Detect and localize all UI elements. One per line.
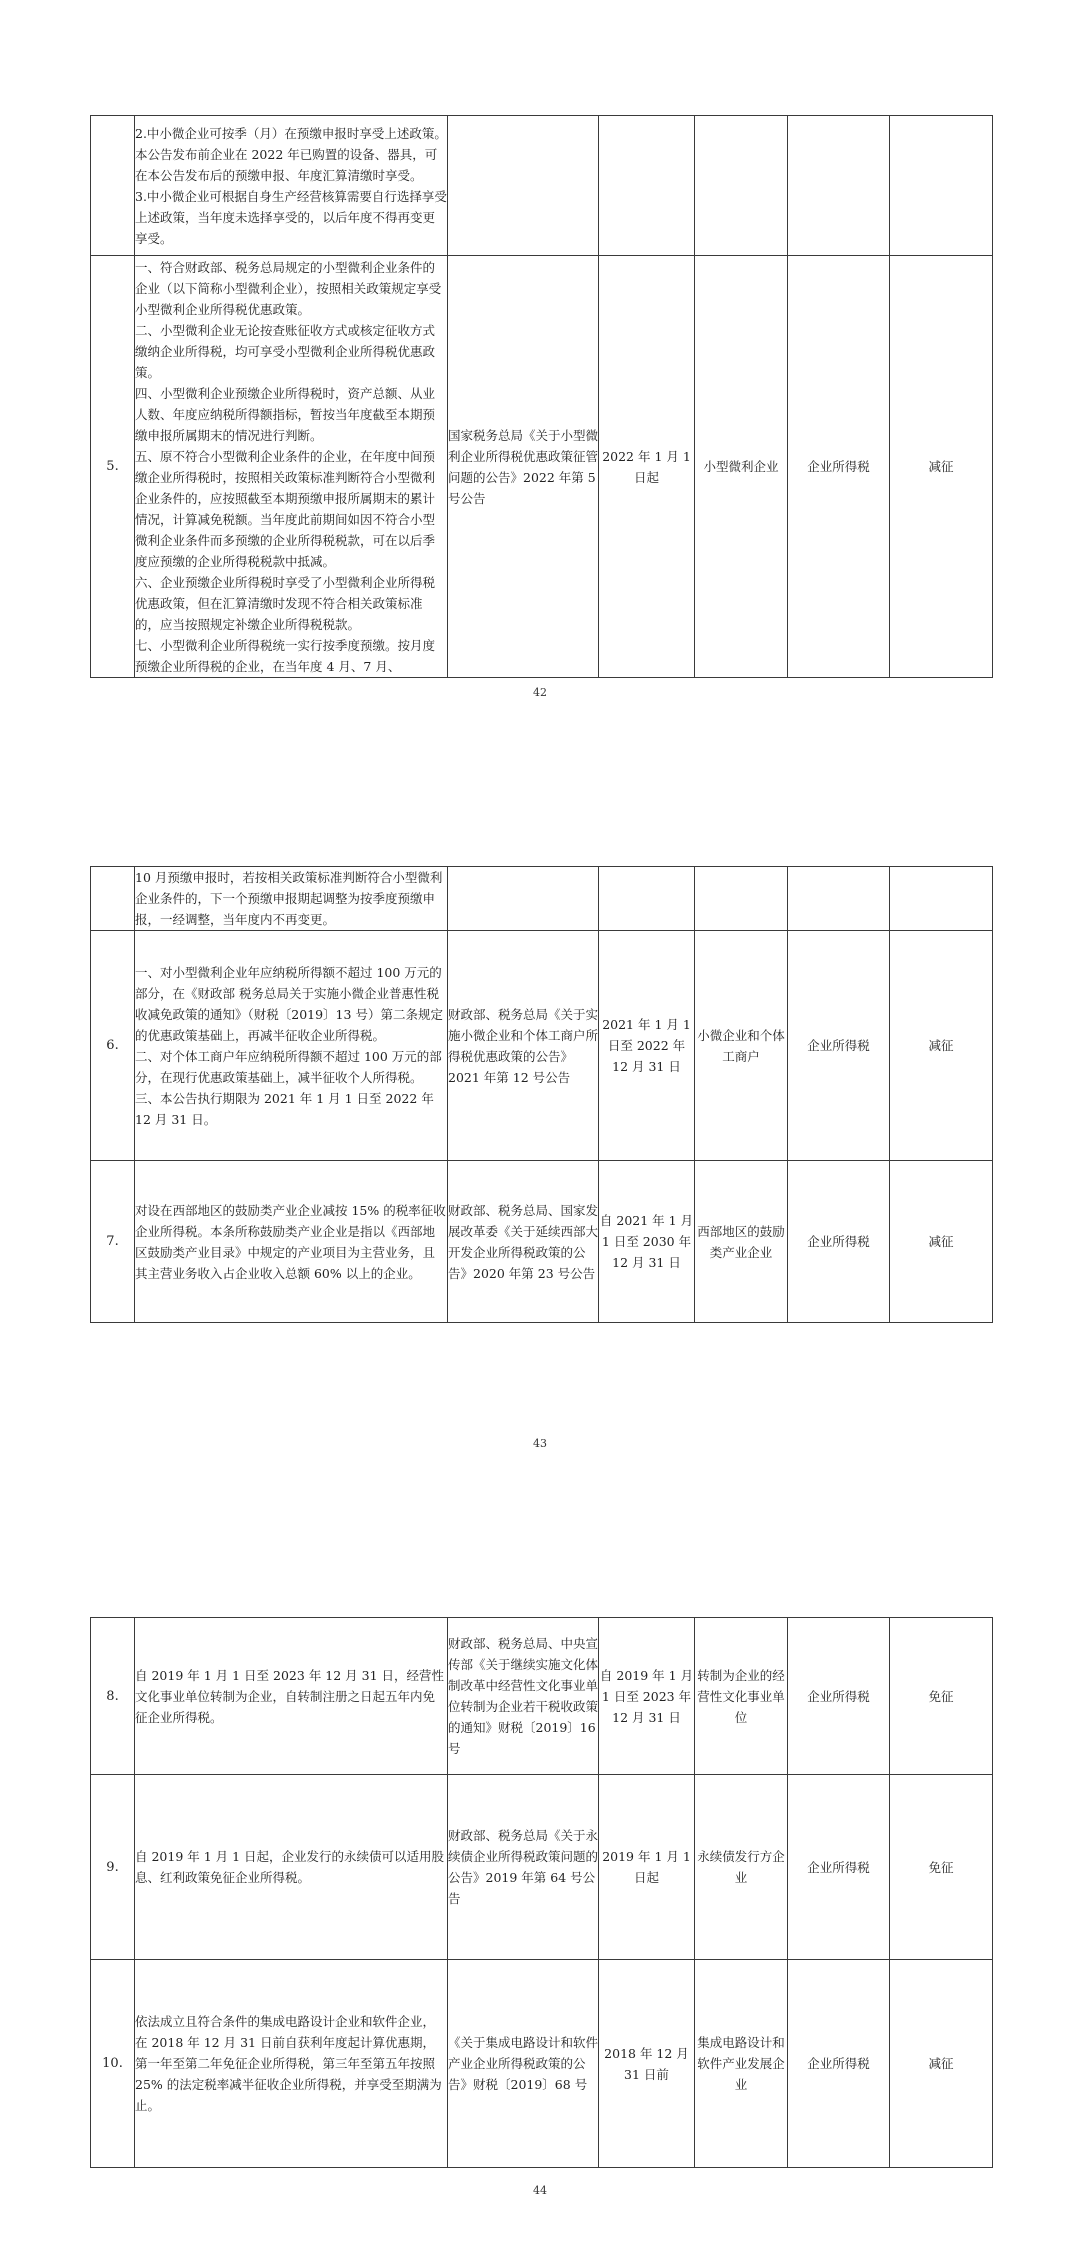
effective-period: 2021 年 1 月 1 日至 2022 年 12 月 31 日 <box>599 931 695 1161</box>
table-row <box>91 867 993 931</box>
eligible-target: 永续债发行方企业 <box>695 1775 788 1960</box>
content-paragraph: 六、企业预缴企业所得税时享受了小型微利企业所得税优惠政策，但在汇算清缴时发现不符合相关政策标准的，应当按照规定补缴企业所得税税款。 <box>135 574 436 632</box>
content-paragraph: 2.中小微企业可按季（月）在预缴申报时享受上述政策。本公告发布前企业在 2022 年已购置的设备、器具，可在本公告发布后的预缴申报、年度汇算清缴时享受。 <box>135 125 447 183</box>
table-row <box>91 1618 993 1775</box>
eligible-target: 西部地区的鼓励类产业企业 <box>695 1161 788 1323</box>
policy-content <box>135 1960 448 2168</box>
table-row <box>91 931 993 1161</box>
tax-policy-table <box>90 866 993 1323</box>
row-number: 9. <box>91 1775 135 1960</box>
effective-period <box>599 116 695 256</box>
content-paragraph: 二、对个体工商户年应纳税所得额不超过 100 万元的部分，在现行优惠政策基础上，减半征收个人所得税。 <box>135 1048 442 1085</box>
tax-type: 企业所得税 <box>788 1161 890 1323</box>
table-row <box>91 116 993 256</box>
preference-method: 免征 <box>890 1775 993 1960</box>
table-row <box>91 1161 993 1323</box>
effective-period: 自 2019 年 1 月 1 日至 2023 年 12 月 31 日 <box>599 1618 695 1775</box>
content-paragraph: 10 月预缴申报时，若按相关政策标准判断符合小型微利企业条件的，下一个预缴申报期起调整为按季度预缴申报，一经调整，当年度内不再变更。 <box>135 870 443 927</box>
tax-type <box>788 116 890 256</box>
policy-content <box>135 256 448 678</box>
tax-type: 企业所得税 <box>788 1960 890 2168</box>
content-paragraph: 自 2019 年 1 月 1 日起，企业发行的永续债可以适用股息、红利政策免征企业所得税。 <box>135 1849 445 1885</box>
policy-basis: 《关于集成电路设计和软件产业企业所得税政策的公告》财税〔2019〕68 号 <box>448 1960 599 2168</box>
tax-policy-table <box>90 115 993 678</box>
policy-content <box>135 116 448 256</box>
eligible-target: 小微企业和个体工商户 <box>695 931 788 1161</box>
eligible-target <box>695 867 788 931</box>
policy-basis <box>448 116 599 256</box>
table-row <box>91 256 993 678</box>
effective-period: 2018 年 12 月 31 日前 <box>599 1960 695 2168</box>
content-paragraph: 自 2019 年 1 月 1 日至 2023 年 12 月 31 日，经营性文化事业单位转制为企业，自转制注册之日起五年内免征企业所得税。 <box>135 1667 445 1725</box>
policy-basis: 财政部、税务总局、中央宣传部《关于继续实施文化体制改革中经营性文化事业单位转制为企业若干税收政策的通知》财税〔2019〕16 号 <box>448 1618 599 1775</box>
tax-type: 企业所得税 <box>788 256 890 678</box>
policy-basis: 财政部、税务总局《关于永续债企业所得税政策问题的公告》2019 年第 64 号公告 <box>448 1775 599 1960</box>
content-paragraph: 依法成立且符合条件的集成电路设计企业和软件企业，在 2018 年 12 月 31 日前自获利年度起计算优惠期，第一年至第二年免征企业所得税，第三年至第五年按照 25% 的法定税率减半征收企业所得税，并享受至期满为止。 <box>135 2014 442 2113</box>
policy-content <box>135 1618 448 1775</box>
policy-basis: 财政部、税务总局、国家发展改革委《关于延续西部大开发企业所得税政策的公告》2020 年第 23 号公告 <box>448 1161 599 1323</box>
preference-method: 减征 <box>890 931 993 1161</box>
preference-method: 减征 <box>890 1161 993 1323</box>
tax-type: 企业所得税 <box>788 1775 890 1960</box>
tax-type: 企业所得税 <box>788 931 890 1161</box>
eligible-target <box>695 116 788 256</box>
tax-policy-table <box>90 1617 993 2168</box>
row-number: 6. <box>91 931 135 1161</box>
effective-period: 2019 年 1 月 1 日起 <box>599 1775 695 1960</box>
row-number: 10. <box>91 1960 135 2168</box>
preference-method <box>890 116 993 256</box>
content-paragraph: 七、小型微利企业所得税统一实行按季度预缴。按月度预缴企业所得税的企业，在当年度 4 月、7 月、 <box>135 637 436 674</box>
page-number: 42 <box>533 686 547 699</box>
content-paragraph: 一、符合财政部、税务总局规定的小型微利企业条件的企业（以下简称小型微利企业），按照相关政策规定享受小型微利企业所得税优惠政策。 <box>135 259 442 317</box>
preference-method <box>890 867 993 931</box>
policy-content <box>135 867 448 931</box>
row-number: 8. <box>91 1618 135 1775</box>
row-number <box>91 867 135 931</box>
content-paragraph: 对设在西部地区的鼓励类产业企业减按 15% 的税率征收企业所得税。本条所称鼓励类产业企业是指以《西部地区鼓励类产业目录》中规定的产业项目为主营业务，且其主营业务收入占企业收入总额 60% 以上的企业。 <box>135 1202 446 1281</box>
policy-basis: 国家税务总局《关于小型微利企业所得税优惠政策征管问题的公告》2022 年第 5 号公告 <box>448 256 599 678</box>
content-paragraph: 二、小型微利企业无论按查账征收方式或核定征收方式缴纳企业所得税，均可享受小型微利企业所得税优惠政策。 <box>135 322 436 380</box>
page-number: 43 <box>533 1437 547 1450</box>
table-row <box>91 1775 993 1960</box>
content-paragraph: 一、对小型微利企业年应纳税所得额不超过 100 万元的部分，在《财政部 税务总局关于实施小微企业普惠性税收减免政策的通知》（财税〔2019〕13 号）第二条规定的优惠政策基础上，再减半征收企业所得税。 <box>135 964 443 1043</box>
content-paragraph: 3.中小微企业可根据自身生产经营核算需要自行选择享受上述政策，当年度未选择享受的，以后年度不得再变更享受。 <box>135 188 447 246</box>
row-number <box>91 116 135 256</box>
tax-type: 企业所得税 <box>788 1618 890 1775</box>
content-paragraph: 四、小型微利企业预缴企业所得税时，资产总额、从业人数、年度应纳税所得额指标，暂按当年度截至本期预缴申报所属期末的情况进行判断。 <box>135 385 436 443</box>
content-paragraph: 三、本公告执行期限为 2021 年 1 月 1 日至 2022 年 12 月 31 日。 <box>135 1090 434 1127</box>
policy-content <box>135 931 448 1161</box>
preference-method: 减征 <box>890 1960 993 2168</box>
policy-content <box>135 1775 448 1960</box>
table-row <box>91 1960 993 2168</box>
effective-period: 2022 年 1 月 1 日起 <box>599 256 695 678</box>
eligible-target: 小型微利企业 <box>695 256 788 678</box>
policy-content <box>135 1161 448 1323</box>
policy-basis <box>448 867 599 931</box>
effective-period <box>599 867 695 931</box>
preference-method: 减征 <box>890 256 993 678</box>
effective-period: 自 2021 年 1 月 1 日至 2030 年 12 月 31 日 <box>599 1161 695 1323</box>
row-number: 5. <box>91 256 135 678</box>
row-number: 7. <box>91 1161 135 1323</box>
page-number: 44 <box>533 2184 547 2197</box>
policy-basis: 财政部、税务总局《关于实施小微企业和个体工商户所得税优惠政策的公告》2021 年第 12 号公告 <box>448 931 599 1161</box>
eligible-target: 转制为企业的经营性文化事业单位 <box>695 1618 788 1775</box>
eligible-target: 集成电路设计和软件产业发展企业 <box>695 1960 788 2168</box>
tax-type <box>788 867 890 931</box>
preference-method: 免征 <box>890 1618 993 1775</box>
content-paragraph: 五、原不符合小型微利企业条件的企业，在年度中间预缴企业所得税时，按照相关政策标准判断符合小型微利企业条件的，应按照截至本期预缴申报所属期末的累计情况，计算减免税额。当年度此前期间如因不符合小型微利企业条件而多预缴的企业所得税税款，可在以后季度应预缴的企业所得税税款中抵减。 <box>135 448 436 569</box>
